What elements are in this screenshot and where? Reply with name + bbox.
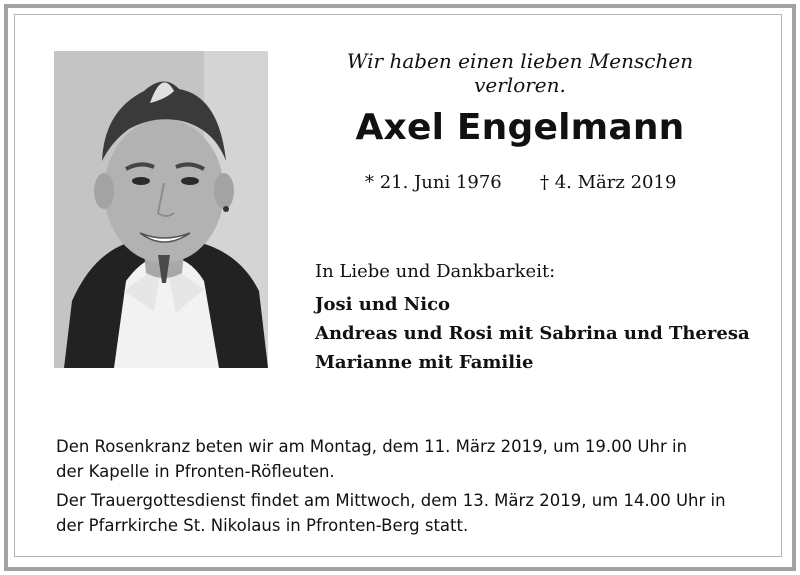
tagline: Wir haben einen lieben Menschen verloren. <box>346 49 694 97</box>
signer: Josi und Nico <box>315 294 451 315</box>
portrait-photo <box>54 51 268 368</box>
rosary-notice <box>56 434 756 484</box>
signer: Andreas und Rosi mit Sabrina und Theresa <box>315 323 750 344</box>
deceased-name: Axel Engelmann <box>355 107 685 148</box>
death-date: † 4. März 2019 <box>540 172 677 193</box>
notice-line: der Kapelle in Pfronten-Röfleuten. <box>56 462 335 481</box>
funeral-service-notice <box>56 488 756 538</box>
signer: Marianne mit Familie <box>315 352 534 373</box>
notice-line: Der Trauergottesdienst findet am Mittwoch, dem 13. März 2019, um 14.00 Uhr in <box>56 491 726 510</box>
thanks-intro: In Liebe und Dankbarkeit: <box>315 261 556 282</box>
birth-date: * 21. Juni 1976 <box>365 172 502 193</box>
signers-list <box>315 290 750 377</box>
notice-line: Den Rosenkranz beten wir am Montag, dem 11. März 2019, um 19.00 Uhr in <box>56 437 688 456</box>
notice-line: der Pfarrkirche St. Nikolaus in Pfronten-Berg statt. <box>56 516 469 535</box>
